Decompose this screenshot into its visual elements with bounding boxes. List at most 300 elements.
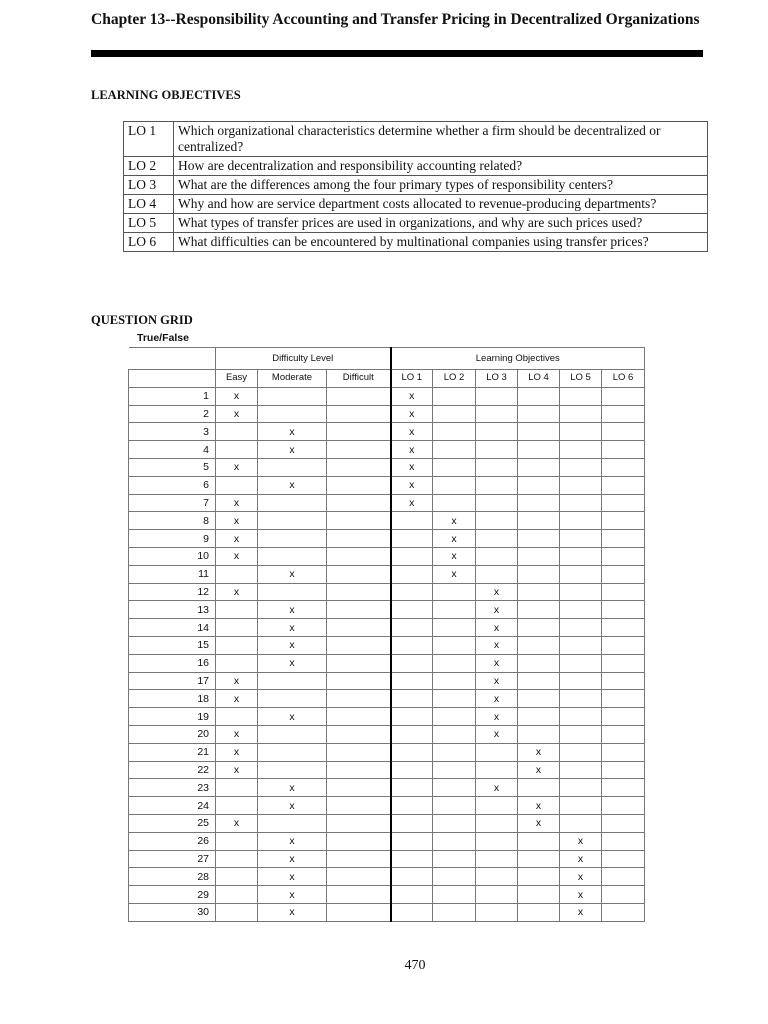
table-row	[129, 512, 645, 530]
question-grid-heading: QUESTION GRID	[91, 313, 193, 327]
grid-column-header: Difficult	[327, 370, 391, 388]
grid-cell	[433, 761, 476, 779]
grid-cell	[327, 458, 391, 476]
grid-cell: x	[391, 494, 433, 512]
grid-cell	[560, 619, 602, 637]
grid-cell	[518, 636, 560, 654]
table-row	[129, 850, 645, 868]
grid-cell	[560, 672, 602, 690]
grid-cell	[560, 476, 602, 494]
grid-cell	[391, 565, 433, 583]
grid-cell: x	[216, 494, 258, 512]
question-number: 14	[129, 619, 216, 637]
grid-cell	[433, 387, 476, 405]
grid-cell	[560, 441, 602, 459]
learning-objective-text: What difficulties can be encountered by multinational companies using transfer prices?	[174, 233, 708, 252]
page-title: Chapter 13--Responsibility Accounting and Transfer Pricing in Decentralized Organizations	[91, 11, 700, 28]
grid-cell	[391, 903, 433, 921]
grid-cell	[433, 903, 476, 921]
grid-cell: x	[258, 868, 327, 886]
table-row	[129, 387, 645, 405]
grid-cell: x	[433, 530, 476, 548]
grid-cell: x	[560, 850, 602, 868]
grid-cell	[602, 903, 645, 921]
grid-cell: x	[391, 423, 433, 441]
grid-cell: x	[216, 743, 258, 761]
grid-cell	[602, 761, 645, 779]
learning-objective-row	[124, 233, 708, 252]
grid-cell	[258, 530, 327, 548]
grid-cell	[602, 458, 645, 476]
grid-cell	[391, 886, 433, 904]
question-number: 16	[129, 654, 216, 672]
grid-cell	[602, 743, 645, 761]
grid-cell	[518, 832, 560, 850]
grid-cell	[602, 387, 645, 405]
grid-cell	[476, 441, 518, 459]
grid-cell	[602, 441, 645, 459]
grid-cell	[602, 832, 645, 850]
grid-cell	[602, 779, 645, 797]
grid-cell	[216, 476, 258, 494]
grid-cell	[476, 565, 518, 583]
learning-objective-text: What are the differences among the four primary types of responsibility centers?	[174, 176, 708, 195]
grid-cell	[518, 387, 560, 405]
learning-objective-text: What types of transfer prices are used in organizations, and why are such prices used?	[174, 214, 708, 233]
table-row	[129, 476, 645, 494]
learning-objectives-heading: LEARNING OBJECTIVES	[91, 88, 241, 102]
table-row	[129, 672, 645, 690]
grid-cell	[216, 636, 258, 654]
grid-cell	[602, 725, 645, 743]
learning-objective-row	[124, 122, 708, 157]
grid-cell: x	[518, 743, 560, 761]
grid-cell: x	[216, 690, 258, 708]
grid-column-header: LO 2	[433, 370, 476, 388]
question-number: 7	[129, 494, 216, 512]
learning-objective-text: Which organizational characteristics determine whether a firm should be decentralized or centralized?	[174, 122, 708, 157]
grid-cell: x	[258, 636, 327, 654]
grid-cell	[327, 672, 391, 690]
grid-cell: x	[560, 868, 602, 886]
grid-cell	[433, 708, 476, 726]
grid-cell	[216, 903, 258, 921]
grid-cell	[258, 814, 327, 832]
table-row	[129, 725, 645, 743]
grid-cell	[476, 423, 518, 441]
grid-column-header-row	[129, 370, 645, 388]
grid-cell	[327, 761, 391, 779]
table-row	[129, 832, 645, 850]
grid-cell	[476, 530, 518, 548]
grid-cell	[327, 797, 391, 815]
grid-cell	[518, 583, 560, 601]
grid-cell	[433, 405, 476, 423]
grid-cell	[602, 619, 645, 637]
grid-cell: x	[476, 690, 518, 708]
grid-cell	[476, 814, 518, 832]
question-type-label: True/False	[137, 332, 189, 344]
grid-cell: x	[433, 547, 476, 565]
grid-cell: x	[391, 441, 433, 459]
grid-group-header-row	[129, 348, 645, 370]
question-number: 25	[129, 814, 216, 832]
grid-column-header: LO 3	[476, 370, 518, 388]
grid-cell	[433, 619, 476, 637]
grid-cell	[602, 494, 645, 512]
grid-cell: x	[433, 512, 476, 530]
grid-cell	[258, 405, 327, 423]
grid-cell: x	[258, 903, 327, 921]
question-number: 10	[129, 547, 216, 565]
learning-objective-text: How are decentralization and responsibility accounting related?	[174, 157, 708, 176]
learning-objectives-table	[123, 121, 708, 252]
grid-cell	[258, 583, 327, 601]
question-number: 26	[129, 832, 216, 850]
grid-cell	[433, 743, 476, 761]
grid-cell: x	[216, 583, 258, 601]
grid-cell	[433, 690, 476, 708]
grid-cell	[602, 405, 645, 423]
grid-cell	[327, 494, 391, 512]
grid-cell: x	[258, 423, 327, 441]
grid-cell	[602, 547, 645, 565]
grid-cell: x	[258, 619, 327, 637]
table-row	[129, 423, 645, 441]
grid-cell	[560, 512, 602, 530]
grid-cell: x	[476, 636, 518, 654]
grid-cell	[602, 886, 645, 904]
grid-cell	[518, 494, 560, 512]
grid-cell	[602, 797, 645, 815]
grid-cell	[391, 601, 433, 619]
table-row	[129, 868, 645, 886]
grid-cell	[327, 850, 391, 868]
grid-cell	[258, 387, 327, 405]
grid-cell	[258, 725, 327, 743]
grid-cell	[391, 708, 433, 726]
grid-cell	[518, 405, 560, 423]
learning-objective-row	[124, 176, 708, 195]
question-number: 18	[129, 690, 216, 708]
grid-cell	[560, 725, 602, 743]
grid-cell	[602, 636, 645, 654]
grid-cell	[433, 779, 476, 797]
grid-cell	[602, 476, 645, 494]
question-number: 27	[129, 850, 216, 868]
grid-cell	[560, 814, 602, 832]
grid-cell	[518, 512, 560, 530]
grid-cell	[216, 423, 258, 441]
question-number: 20	[129, 725, 216, 743]
page-number: 470	[404, 958, 426, 973]
question-number: 1	[129, 387, 216, 405]
grid-cell	[476, 903, 518, 921]
grid-cell	[433, 423, 476, 441]
grid-cell	[560, 761, 602, 779]
grid-cell	[327, 654, 391, 672]
grid-cell	[602, 565, 645, 583]
grid-cell	[560, 494, 602, 512]
grid-cell	[518, 779, 560, 797]
grid-cell	[560, 565, 602, 583]
grid-cell	[327, 690, 391, 708]
grid-cell	[433, 672, 476, 690]
grid-cell	[327, 886, 391, 904]
grid-cell	[433, 654, 476, 672]
grid-cell	[476, 850, 518, 868]
grid-cell	[560, 636, 602, 654]
grid-cell: x	[216, 458, 258, 476]
difficulty-level-header: Difficulty Level	[216, 348, 391, 370]
grid-cell: x	[258, 601, 327, 619]
grid-cell	[518, 868, 560, 886]
grid-cell	[391, 690, 433, 708]
grid-cell: x	[216, 547, 258, 565]
table-row	[129, 441, 645, 459]
grid-cell	[518, 725, 560, 743]
grid-cell: x	[476, 672, 518, 690]
grid-cell: x	[476, 725, 518, 743]
grid-cell	[327, 601, 391, 619]
question-number: 24	[129, 797, 216, 815]
table-row	[129, 458, 645, 476]
learning-objective-code: LO 1	[124, 122, 174, 157]
table-row	[129, 690, 645, 708]
grid-cell	[391, 636, 433, 654]
grid-cell: x	[391, 405, 433, 423]
grid-cell	[216, 708, 258, 726]
grid-cell	[476, 868, 518, 886]
grid-cell: x	[518, 797, 560, 815]
grid-cell	[327, 547, 391, 565]
question-number: 17	[129, 672, 216, 690]
grid-cell: x	[258, 832, 327, 850]
question-number: 3	[129, 423, 216, 441]
table-row	[129, 886, 645, 904]
grid-cell	[391, 619, 433, 637]
grid-cell	[602, 423, 645, 441]
grid-cell	[391, 814, 433, 832]
learning-objective-code: LO 6	[124, 233, 174, 252]
grid-cell	[518, 547, 560, 565]
grid-cell	[560, 601, 602, 619]
grid-cell	[391, 512, 433, 530]
grid-cell	[327, 903, 391, 921]
grid-column-header: Moderate	[258, 370, 327, 388]
question-number: 22	[129, 761, 216, 779]
grid-cell	[518, 708, 560, 726]
grid-cell	[391, 832, 433, 850]
grid-cell: x	[216, 672, 258, 690]
table-row	[129, 814, 645, 832]
grid-cell	[433, 850, 476, 868]
grid-cell: x	[476, 654, 518, 672]
table-row	[129, 797, 645, 815]
grid-cell	[602, 583, 645, 601]
grid-cell	[476, 405, 518, 423]
grid-cell	[216, 601, 258, 619]
grid-cell: x	[476, 619, 518, 637]
grid-column-header: LO 1	[391, 370, 433, 388]
grid-cell: x	[216, 387, 258, 405]
table-row	[129, 903, 645, 921]
grid-cell	[518, 850, 560, 868]
grid-cell	[391, 743, 433, 761]
grid-cell: x	[258, 654, 327, 672]
grid-cell	[560, 405, 602, 423]
grid-cell: x	[258, 797, 327, 815]
grid-cell: x	[258, 708, 327, 726]
grid-cell	[433, 636, 476, 654]
grid-cell	[258, 743, 327, 761]
learning-objective-row	[124, 195, 708, 214]
grid-cell	[518, 690, 560, 708]
grid-cell	[391, 583, 433, 601]
grid-cell	[602, 512, 645, 530]
grid-cell	[391, 672, 433, 690]
grid-cell	[602, 530, 645, 548]
grid-cell	[327, 583, 391, 601]
learning-objective-code: LO 4	[124, 195, 174, 214]
grid-cell	[476, 886, 518, 904]
grid-cell	[433, 886, 476, 904]
table-row	[129, 494, 645, 512]
grid-cell	[216, 886, 258, 904]
grid-cell	[391, 779, 433, 797]
grid-cell	[258, 761, 327, 779]
grid-cell: x	[476, 708, 518, 726]
table-row	[129, 530, 645, 548]
grid-cell	[518, 886, 560, 904]
grid-cell	[476, 832, 518, 850]
grid-cell	[518, 619, 560, 637]
table-row	[129, 619, 645, 637]
grid-cell	[391, 547, 433, 565]
grid-cell: x	[216, 814, 258, 832]
grid-cell	[327, 423, 391, 441]
grid-cell	[560, 530, 602, 548]
question-number: 9	[129, 530, 216, 548]
table-row	[129, 779, 645, 797]
grid-cell: x	[216, 512, 258, 530]
grid-cell	[327, 441, 391, 459]
grid-number-header	[129, 370, 216, 388]
grid-cell	[602, 654, 645, 672]
learning-objective-code: LO 3	[124, 176, 174, 195]
grid-cell	[216, 797, 258, 815]
question-grid-table	[128, 347, 645, 922]
grid-cell	[216, 850, 258, 868]
grid-cell	[518, 441, 560, 459]
grid-cell: x	[518, 761, 560, 779]
question-number: 29	[129, 886, 216, 904]
grid-cell	[258, 458, 327, 476]
grid-cell	[433, 814, 476, 832]
table-row	[129, 708, 645, 726]
grid-cell: x	[476, 779, 518, 797]
grid-cell	[433, 832, 476, 850]
grid-cell	[433, 458, 476, 476]
question-number: 4	[129, 441, 216, 459]
title-rule	[91, 50, 703, 57]
question-number: 5	[129, 458, 216, 476]
grid-cell	[327, 512, 391, 530]
grid-cell	[476, 743, 518, 761]
grid-cell: x	[216, 761, 258, 779]
question-number: 12	[129, 583, 216, 601]
grid-cell	[476, 512, 518, 530]
grid-column-header: LO 5	[560, 370, 602, 388]
grid-cell	[433, 441, 476, 459]
grid-cell: x	[391, 458, 433, 476]
grid-cell	[433, 583, 476, 601]
grid-cell: x	[560, 832, 602, 850]
grid-cell	[602, 850, 645, 868]
grid-cell	[391, 761, 433, 779]
grid-cell	[560, 779, 602, 797]
grid-cell	[258, 672, 327, 690]
grid-cell	[391, 850, 433, 868]
question-number: 23	[129, 779, 216, 797]
grid-cell	[327, 530, 391, 548]
question-number: 21	[129, 743, 216, 761]
grid-cell	[518, 423, 560, 441]
table-row	[129, 654, 645, 672]
question-number: 15	[129, 636, 216, 654]
grid-cell	[327, 476, 391, 494]
grid-cell	[216, 441, 258, 459]
grid-cell	[476, 476, 518, 494]
grid-cell: x	[258, 441, 327, 459]
grid-cell	[433, 601, 476, 619]
grid-cell	[391, 530, 433, 548]
question-number: 11	[129, 565, 216, 583]
grid-cell	[327, 565, 391, 583]
grid-cell	[602, 690, 645, 708]
grid-cell: x	[433, 565, 476, 583]
question-number: 2	[129, 405, 216, 423]
grid-cell	[258, 547, 327, 565]
question-number: 30	[129, 903, 216, 921]
grid-cell: x	[258, 565, 327, 583]
grid-cell: x	[258, 850, 327, 868]
table-row	[129, 405, 645, 423]
grid-cell	[560, 458, 602, 476]
question-number: 6	[129, 476, 216, 494]
table-row	[129, 761, 645, 779]
grid-cell	[560, 654, 602, 672]
grid-cell	[476, 761, 518, 779]
grid-cell	[476, 797, 518, 815]
grid-cell	[391, 868, 433, 886]
grid-cell	[602, 868, 645, 886]
grid-cell	[433, 868, 476, 886]
grid-cell	[518, 601, 560, 619]
grid-cell	[433, 494, 476, 512]
grid-cell: x	[560, 886, 602, 904]
grid-cell: x	[216, 530, 258, 548]
grid-cell	[560, 690, 602, 708]
grid-cell: x	[476, 601, 518, 619]
grid-corner-cell	[129, 348, 216, 370]
grid-cell	[518, 672, 560, 690]
grid-cell	[216, 654, 258, 672]
grid-cell	[560, 547, 602, 565]
grid-cell	[327, 708, 391, 726]
grid-cell	[602, 601, 645, 619]
grid-cell	[327, 405, 391, 423]
